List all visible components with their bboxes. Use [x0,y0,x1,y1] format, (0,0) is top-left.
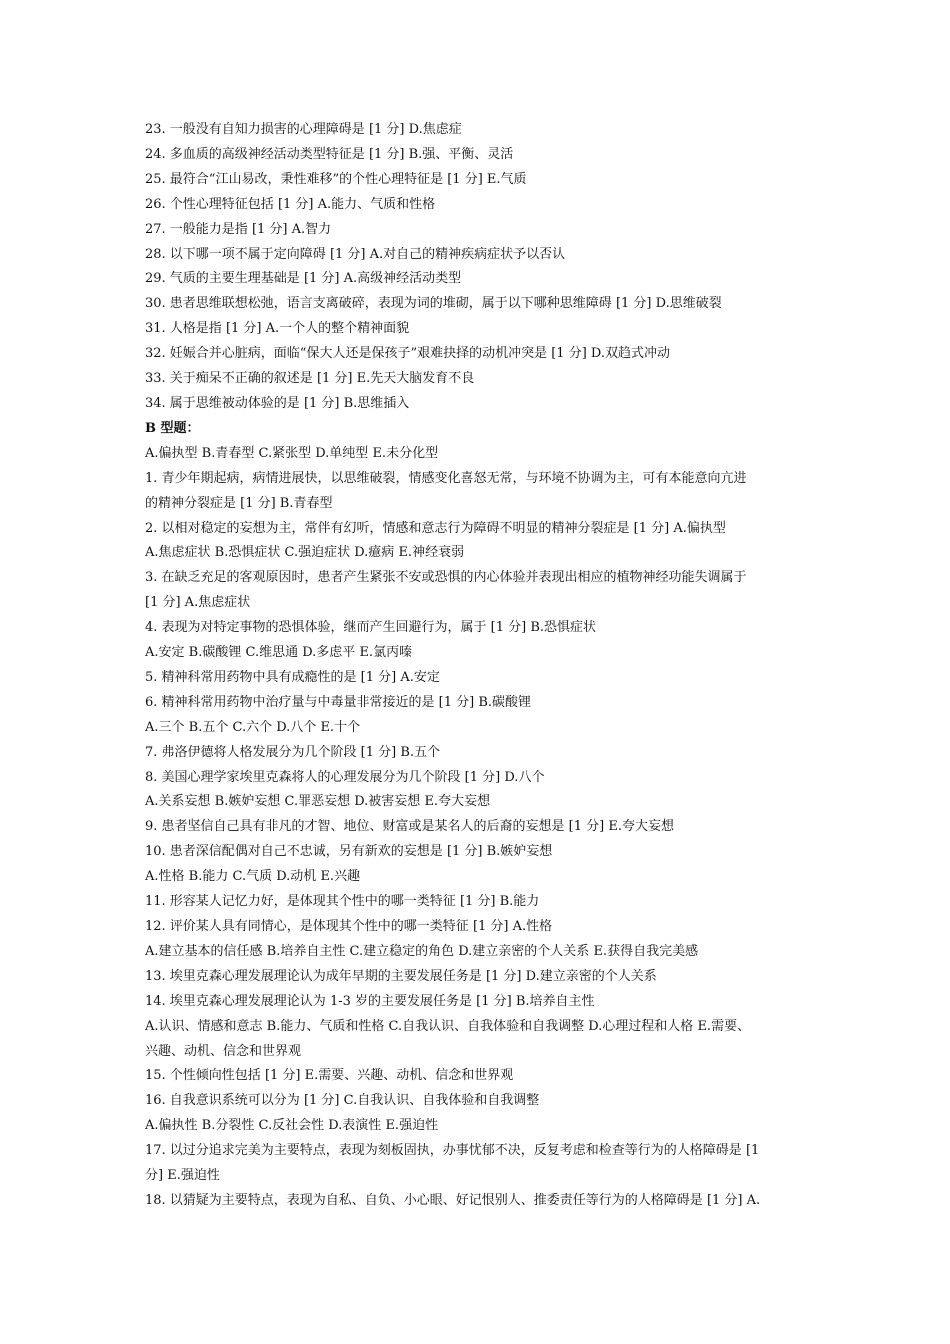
question-line: 23. 一般没有自知力损害的心理障碍是 [1 分] D.焦虑症 [145,122,462,137]
question-line: 分] E.强迫性 [145,1168,220,1184]
question-line: 13. 埃里克森心理发展理论认为成年早期的主要发展任务是 [1 分] D.建立亲密的个人关系 [145,968,657,984]
question-line: 15. 个性倾向性包括 [1 分] E.需要、兴趣、动机、信念和世界观 [145,1068,514,1084]
question-line: 的精神分裂症是 [1 分] B.青春型 [145,495,333,511]
question-line: 11. 形容某人记忆力好，是体现其个性中的哪一类特征 [1 分] B.能力 [145,894,540,910]
options-line: A.关系妄想 B.嫉妒妄想 C.罪恶妄想 D.被害妄想 E.夸大妄想 [145,794,491,810]
question-line: 26. 个性心理特征包括 [1 分] A.能力、气质和性格 [145,196,436,212]
question-line: 10. 患者深信配偶对自己不忠诚，另有新欢的妄想是 [1 分] B.嫉妒妄想 [145,844,553,860]
question-line: 32. 妊娠合并心脏病，面临“保大人还是保孩子”艰难抉择的动机冲突是 [1 分] D.双趋式冲动 [145,346,671,362]
question-line: 9. 患者坚信自己具有非凡的才智、地位、财富或是某名人的后裔的妄想是 [1 分] E.夸大妄想 [145,819,674,835]
question-line: 2. 以相对稳定的妄想为主，常伴有幻听，情感和意志行为障碍不明显的精神分裂症是 [1 分] A.偏执型 [145,520,726,536]
question-line: 30. 患者思维联想松弛，语言支离破碎，表现为词的堆砌，属于以下哪种思维障碍 [1 分] D.思维破裂 [145,296,722,312]
options-line: A.建立基本的信任感 B.培养自主性 C.建立稳定的角色 D.建立亲密的个人关系 E.获得自我完美感 [145,943,699,959]
question-line: 33. 关于痴呆不正确的叙述是 [1 分] E.先天大脑发育不良 [145,371,475,387]
question-line: 18. 以猜疑为主要特点，表现为自私、自负、小心眼、好记恨别人、推委责任等行为的人格障碍是 [1 分] A. [145,1192,761,1208]
question-line: 28. 以下哪一项不属于定向障碍 [1 分] A.对自己的精神疾病症状予以否认 [145,246,566,262]
section-heading: B 型题： [145,420,200,436]
options-line: A.三个 B.五个 C.六个 D.八个 E.十个 [145,719,361,735]
question-line: 27. 一般能力是指 [1 分] A.智力 [145,221,332,237]
options-line: A.偏执型 B.青春型 C.紧张型 D.单纯型 E.未分化型 [145,445,439,461]
options-line: A.认识、情感和意志 B.能力、气质和性格 C.自我认识、自我体验和自我调整 D.心理过程和人格 E.需要、 [145,1018,751,1034]
question-line: 4. 表现为对特定事物的恐惧体验，继而产生回避行为，属于 [1 分] B.恐惧症状 [145,620,597,636]
question-line: 8. 美国心理学家埃里克森将人的心理发展分为几个阶段 [1 分] D.八个 [145,769,545,785]
question-line: 24. 多血质的高级神经活动类型特征是 [1 分] B.强、平衡、灵活 [145,146,514,162]
options-line: A.偏执性 B.分裂性 C.反社会性 D.表演性 E.强迫性 [145,1118,439,1134]
options-line: A.焦虑症状 B.恐惧症状 C.强迫症状 D.癔病 E.神经衰弱 [145,545,465,561]
question-line: 14. 埃里克森心理发展理论认为 1-3 岁的主要发展任务是 [1 分] B.培养自主性 [145,993,595,1009]
question-line: 3. 在缺乏充足的客观原因时，患者产生紧张不安或恐惧的内心体验并表现出相应的植物神经功能失调属于 [145,570,747,586]
question-line: 1. 青少年期起病，病情进展快，以思维破裂，情感变化喜怒无常，与环境不协调为主，可有本能意向亢进 [145,470,747,486]
question-line: 7. 弗洛伊德将人格发展分为几个阶段 [1 分] B.五个 [145,744,441,760]
question-line: 17. 以过分追求完美为主要特点，表现为刻板固执，办事忧郁不决，反复考虑和检查等行为的人格障碍是 [1 [145,1143,760,1159]
question-line: 6. 精神科常用药物中治疗量与中毒量非常接近的是 [1 分] B.碳酸锂 [145,694,532,710]
options-line: A.安定 B.碳酸锂 C.维思通 D.多虑平 E.氯丙嗪 [145,645,413,661]
question-line: 29. 气质的主要生理基础是 [1 分] A.高级神经活动类型 [145,271,462,287]
question-line: 12. 评价某人具有同情心，是体现其个性中的哪一类特征 [1 分] A.性格 [145,919,553,934]
options-line: 兴趣、动机、信念和世界观 [145,1043,302,1059]
options-line: A.性格 B.能力 C.气质 D.动机 E.兴趣 [145,869,361,885]
question-line: 31. 人格是指 [1 分] A.一个人的整个精神面貌 [145,321,410,337]
question-list [145,118,809,1214]
question-line: 25. 最符合“江山易改，秉性难移”的个性心理特征是 [1 分] E.气质 [145,171,527,187]
question-line: 5. 精神科常用药物中具有成瘾性的是 [1 分] A.安定 [145,669,440,685]
question-line: [1 分] A.焦虑症状 [145,595,251,611]
question-line: 34. 属于思维被动体验的是 [1 分] B.思维插入 [145,395,410,411]
question-line: 16. 自我意识系统可以分为 [1 分] C.自我认识、自我体验和自我调整 [145,1093,540,1109]
